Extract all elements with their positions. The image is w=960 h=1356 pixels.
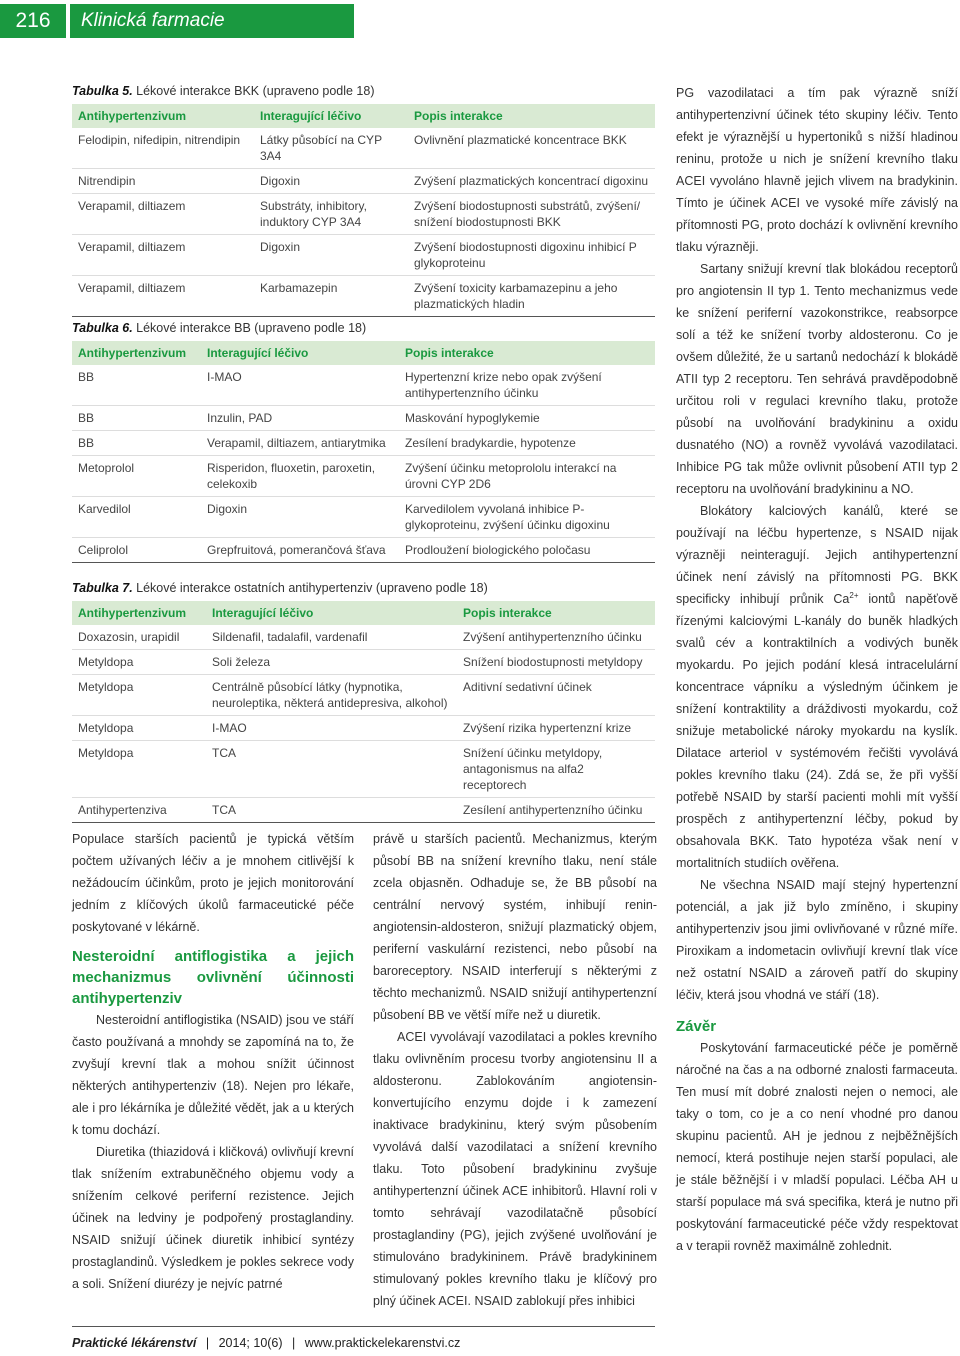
table-cell: Látky působící na CYP 3A4 [254,128,408,169]
table-cell: Verapamil, diltiazem [72,194,254,235]
table-row [72,650,655,675]
table-cell: Zvýšení biodostupnosti substrátů, zvýšení/ snížení biodostupnosti BKK [408,194,655,235]
footer-website[interactable]: www.praktickelekarenstvi.cz [304,1336,461,1350]
paragraph: Ne všechna NSAID mají stejný hypertenzní potenciál, a jak již bylo zmíněno, i skupiny antihypertenziv jsou jimi ovlivňované v různé míře. Piroxikam a indometacin ovlivňují krevní tlak více než ostatní NSAID a zároveň patří do skupiny léčiv, která jsou vhodná ve stáří (18). [676,878,958,1002]
table-row [72,716,655,741]
footer-journal: Praktické lékárenství [72,1336,197,1350]
table-row [72,365,655,406]
table-row [72,406,655,431]
table-cell: Hypertenzní krize nebo opak zvýšení antihypertenzního účinku [399,365,655,406]
footer-divider [72,1326,655,1327]
table-cell: Zvýšení biodostupnosti digoxinu inhibicí P glykoproteinu [408,235,655,276]
paragraph: právě u starších pacientů. Mechanizmus, kterým působí BB na snížení krevního tlaku, není stále zcela objasněn. Odhaduje se, že BB působí na centrální nervový systém, inhibují renin-angiotensin-aldosteron, snižují plazmatický objem, periferní vaskulární rezistenci, nebo působí na baroreceptory. NSAID interferují s některými z těchto mechanizmů. NSAID snižují antihypertenzní působení BB ve větší míře než u diuretik. [373,832,657,1022]
table-cell: Metyldopa [72,650,206,675]
table-cell: Digoxin [254,169,408,194]
footer: Praktické lékárenství | 2014; 10(6) | www.praktickelekarenstvi.cz [72,1336,461,1350]
table-cell: Aditivní sedativní účinek [457,675,655,716]
table7-caption: Tabulka 7. Lékové interakce ostatních antihypertenziv (upraveno podle 18) [72,581,488,595]
table-cell: Metyldopa [72,675,206,716]
table-cell: Prodloužení biologického poločasu [399,538,655,563]
table-cell: Grepfruitová, pomerančová šťava [201,538,399,563]
table-cell: Maskování hypoglykemie [399,406,655,431]
table-cell: Zvýšení antihypertenzního účinku [457,625,655,650]
table-cell: Soli železa [206,650,457,675]
paragraph: Diuretika (thiazidová i kličková) ovlivňují krevní tlak snížením extrabuněčného objemu vody a snížením celkové periferní rezistence. Jejich účinek na ledviny je podpořený prostaglandiny. NSAID snižují účinek diuretik inhibicí syntézy prostaglandinů. Výsledkem je pokles sekrece vody a soli. Snížení diurézy je nejvíc patrné [72,1145,354,1291]
table-cell: Antihypertenziva [72,798,206,823]
table-cell: Inzulin, PAD [201,406,399,431]
table5-header-popis-interakce: Popis interakce [408,104,655,128]
paragraph: ACEI vyvolávají vazodilataci a pokles krevního tlaku ovlivněním procesu tvorby angiotensinu II a aldosteronu. Zablokováním angiotensin-konvertujícího enzymu dojde i k zamezení inaktivace bradykininu, který svým působením vyvolává další vazodilataci a snížení krevního tlaku. Toto působení bradykininu zvyšuje antihypertenzní účinek ACE inhibitorů. Hlavní roli v tomto sehrávají vazodilatačně působící prostaglandiny (PG), jejich zvýšené uvolňování je stimulováno bradykininem. Právě bradykininem stimulovaný pokles krevního tlaku je klíčový pro plný účinek ACEI. NSAID zablokují přes inhibici [373,1030,657,1308]
table-cell: Celiprolol [72,538,201,563]
table-cell: Zvýšení toxicity karbamazepinu a jeho plazmatických hladin [408,276,655,317]
table-cell: I-MAO [206,716,457,741]
table5-header-interagujici-lecivo: Interagující léčivo [254,104,408,128]
table-cell: Ovlivnění plazmatické koncentrace BKK [408,128,655,169]
table-row [72,741,655,798]
table-cell: Felodipin, nifedipin, nitrendipin [72,128,254,169]
table-cell: Zesílení bradykardie, hypotenze [399,431,655,456]
section-heading-nsaid: Nesteroidní antiflogistika a jejich mechanizmus ovlivnění účinnosti antihypertenziv [72,948,354,1007]
table-row [72,194,655,235]
table-cell: Nitrendipin [72,169,254,194]
footer-issue: 2014; 10(6) [218,1336,283,1350]
table-cell: Karbamazepin [254,276,408,317]
table-row [72,675,655,716]
table-cell: Karvedilolem vyvolaná inhibice P-glykoproteinu, zvýšení účinku digoxinu [399,497,655,538]
table5-caption: Tabulka 5. Lékové interakce BKK (upraveno podle 18) [72,84,375,98]
table-cell: Karvedilol [72,497,201,538]
table-cell: TCA [206,741,457,798]
table-cell: Metoprolol [72,456,201,497]
table6-header-interagujici-lecivo: Interagující léčivo [201,341,399,365]
table6-caption: Tabulka 6. Lékové interakce BB (upraveno podle 18) [72,321,367,335]
table-row [72,276,655,317]
table-cell: Substráty, inhibitory, induktory CYP 3A4 [254,194,408,235]
table-cell: TCA [206,798,457,823]
table-row [72,169,655,194]
table6 [72,341,655,563]
table-row [72,497,655,538]
section-heading-zaver: Závěr [676,1018,717,1035]
table-cell: Doxazosin, urapidil [72,625,206,650]
table-row [72,456,655,497]
table-cell: Zvýšení rizika hypertenzní krize [457,716,655,741]
table7-header-antihypertenzivum: Antihypertenzivum [72,601,206,625]
text-column-2 [373,828,657,1312]
table-cell: Risperidon, fluoxetin, paroxetin, celekoxib [201,456,399,497]
table5 [72,104,655,317]
table-cell: Digoxin [201,497,399,538]
table5-header-antihypertenzivum: Antihypertenzivum [72,104,254,128]
table-cell: Zesílení antihypertenzního účinku [457,798,655,823]
paragraph: PG vazodilataci a tím pak výrazně sníží antihypertenzivní účinek této skupiny léčiv. Tento efekt je výraznější u hypertoniků s nižší hladinou reninu, protože u nich je snížení krevního tlaku ACEI vyvoláno hlavně jejich vlivem na bradykinin. Tímto je účinek ACEI ve vysoké míře závislý na přítomnosti PG, proto dochází k ovlivnění krevního tlaku výrazněji. [676,86,958,254]
paragraph: Nesteroidní antiflogistika (NSAID) jsou ve stáří často používaná a mnohdy se zapomíná na to, že zvyšují krevní tlak a mohou snížit účinnost některých antihypertenziv (18). Nejen pro lékaře, ale i pro lékárníka je důležité vědět, jak a u kterých k tomu dochází. [72,1013,354,1137]
paragraph: Blokátory kalciových kanálů, které se používají na léčbu hypertenze, s NSAID nijak výrazněji neinteragují. Jejich antihypertenzní účinek není závislý na přítomnosti PG. BKK specificky inhibují průnik $Ca^{2+}$ iontů napěťově řízenými kalciovými L-kanály do buněk hladkých svalů cév a kontraktilních a vodivých buněk myokardu. Po jejich podání klesá intracelulární koncentrace vápníku a výsledným účinkem je snížení kontraktility a dráždivosti myokardu, což snižuje metabolické nároky myokardu na kyslík. Dilatace arteriol v systémovém řečišti vyvolává pokles krevního tlaku (24). Zdá se, že při vyšší potřebě NSAID by starší pacienti mohli mít vyšší prospěch z antihypertenzní léčby, pokud by obsahovala BKK. Tato hypotéza však není v mortalitních studiích ověřena. [676,504,958,870]
text-column-3 [676,82,958,1257]
table7-header-interagujici-lecivo: Interagující léčivo [206,601,457,625]
paragraph: Sartany snižují krevní tlak blokádou receptorů pro angiotensin II typ 1. Tento mechanizmus vede ke snížení periferní vazokonstrikce, reabsorpce solí a též ke snížení tvorby aldosteronu. Co je ovšem důležité, že u sartanů nedochází k blokádě ATII typ 2 receptoru. Ten sehrává pravděpodobně určitou roli v regulaci krevního tlaku, protože působí na uvolňování bradykininu a oxidu dusnatého (NO) a rovněž vyvolává vazodilataci. Inhibice PG tak může ovlivnit působení ATII typ 2 receptoru na uvolňování bradykininu a NO. [676,262,958,496]
table-cell: BB [72,406,201,431]
table-row [72,625,655,650]
table-cell: Zvýšení účinku metoprololu interakcí na úrovni CYP 2D6 [399,456,655,497]
table-cell: Digoxin [254,235,408,276]
section-title: Klinická farmacie [70,4,354,38]
table-cell: Verapamil, diltiazem [72,276,254,317]
table-row [72,128,655,169]
page-number: 216 [0,4,66,38]
table-cell: Zvýšení plazmatických koncentrací digoxinu [408,169,655,194]
table-cell: Snížení biodostupnosti metyldopy [457,650,655,675]
table-row [72,538,655,563]
table-cell: I-MAO [201,365,399,406]
table-row [72,798,655,823]
table-cell: BB [72,365,201,406]
table-row [72,431,655,456]
table-cell: Verapamil, diltiazem, antiarytmika [201,431,399,456]
text-column-1 [72,828,354,1295]
table7-header-popis-interakce: Popis interakce [457,601,655,625]
table-cell: Verapamil, diltiazem [72,235,254,276]
table6-header-antihypertenzivum: Antihypertenzivum [72,341,201,365]
table-cell: BB [72,431,201,456]
table-cell: Snížení účinku metyldopy, antagonismus na alfa2 receptorech [457,741,655,798]
table-cell: Metyldopa [72,741,206,798]
table-cell: Centrálně působící látky (hypnotika, neuroleptika, některá antidepresiva, alkohol) [206,675,457,716]
paragraph: Populace starších pacientů je typická větším počtem užívaných léčiv a je mnohem citlivější k nežádoucím účinkům, proto je jejich monitorování jedním z klíčových úkolů farmaceutické péče poskytované v lékárně. [72,832,354,934]
table7 [72,601,655,823]
paragraph: Poskytování farmaceutické péče je poměrně náročné na čas a na odborné znalosti farmaceuta. Ten musí mít dobré znalosti nejen o nemoci, ale taky o tom, co je a co není vhodné pro danou skupinu pacientů. AH je jednou z nejběžnějších nemocí, která postihuje nejen starší populaci, ale je stále běžnější i v mladší populaci. Léčba AH u starší populace má svá specifika, která je nutno při poskytování farmaceutické péče vždy respektovat a v terapii rovněž maximálně zohlednit. [676,1041,958,1253]
table6-header-popis-interakce: Popis interakce [399,341,655,365]
table-cell: Sildenafil, tadalafil, vardenafil [206,625,457,650]
table-cell: Metyldopa [72,716,206,741]
table-row [72,235,655,276]
